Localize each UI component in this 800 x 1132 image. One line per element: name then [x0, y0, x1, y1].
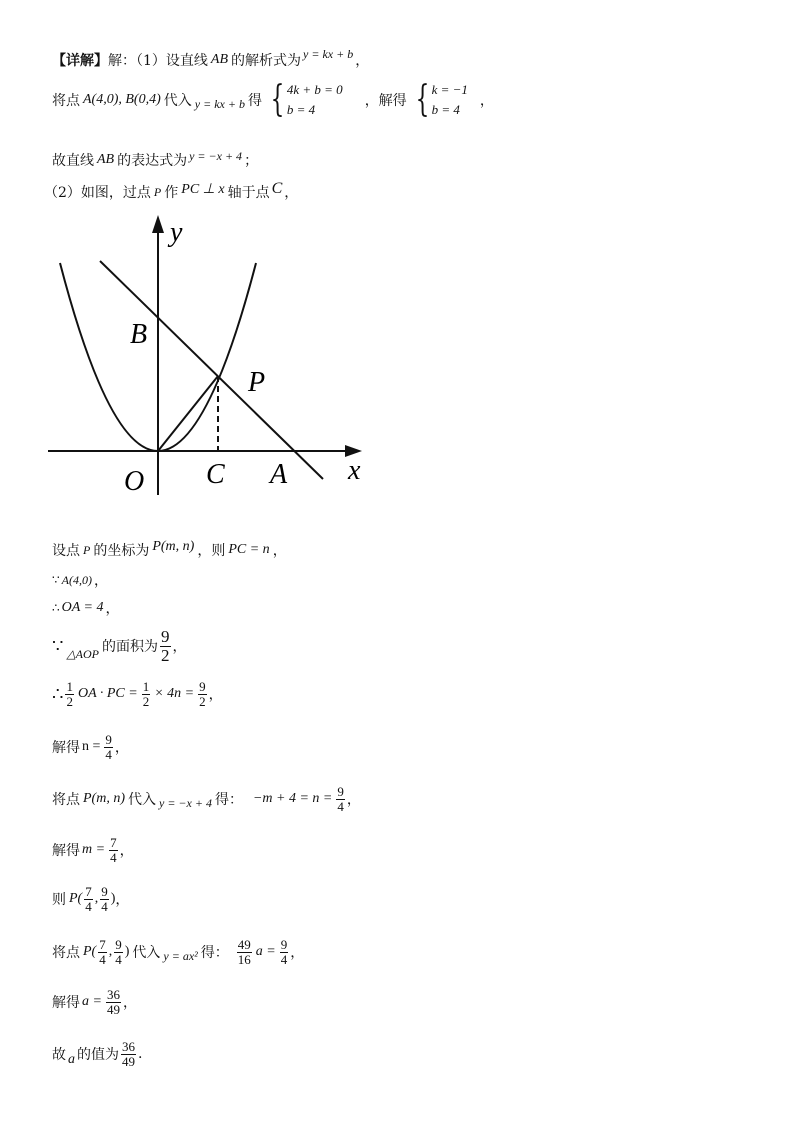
triangle-aop: △AOP [66, 646, 100, 661]
point-p: P [153, 184, 162, 199]
text: 解得 [52, 843, 80, 860]
numerator: 9 [101, 884, 108, 899]
fraction [104, 733, 113, 761]
text: 得： [214, 792, 243, 809]
denominator: 16 [237, 951, 251, 967]
text: 代入 [132, 945, 161, 962]
parabola-equation: y = ax² [163, 948, 198, 963]
denominator: 2 [161, 645, 170, 665]
text: ， [114, 740, 129, 757]
text: 将点 [52, 792, 80, 809]
text: 解得 [52, 740, 80, 757]
oa-length: OA = 4 [61, 600, 104, 615]
text: ， [93, 573, 108, 589]
label-b: B [130, 319, 148, 350]
fraction [121, 1040, 136, 1068]
label-p: P [248, 367, 266, 398]
point-p: P( [69, 891, 83, 907]
denominator: 4 [105, 746, 112, 762]
solution-intro-line [52, 46, 370, 70]
fraction [198, 680, 207, 708]
y-axis-arrow-icon [152, 215, 164, 233]
denominator: 2 [66, 693, 73, 709]
fraction [100, 885, 109, 913]
line-ab [100, 261, 323, 479]
denominator: 4 [337, 798, 344, 814]
denominator: 4 [101, 898, 108, 914]
point-c: C [271, 180, 283, 197]
comma: , [94, 891, 99, 907]
numerator: 9 [105, 732, 112, 747]
equation-part: OA · PC = [77, 686, 138, 702]
fraction [237, 938, 252, 966]
denominator: 4 [85, 898, 92, 914]
text: 得 [247, 93, 262, 110]
point-p-result-line [52, 885, 129, 913]
points-a-b: A(4,0), B(0,4) [83, 92, 161, 108]
detail-label: 【详解】 [52, 53, 108, 69]
text: ，解得 [364, 93, 407, 110]
text: 的坐标为 [93, 543, 150, 559]
x-axis-label: x [348, 455, 361, 486]
text: ， [115, 892, 130, 909]
text: 的值为 [77, 1047, 119, 1064]
numerator: 7 [85, 884, 92, 899]
text: ， [119, 843, 134, 860]
numerator: 9 [337, 784, 344, 799]
fraction [65, 680, 74, 708]
a-variable: a [68, 1052, 75, 1068]
fraction [84, 885, 93, 913]
text: ， [122, 995, 137, 1012]
therefore-symbol: ∴ [52, 601, 60, 615]
text: ， [208, 687, 223, 704]
label-o: O [124, 466, 145, 497]
text: ， [272, 543, 287, 559]
substitute-p-line [52, 785, 361, 813]
point-a: A(4,0) [61, 572, 92, 587]
text: 将点 [52, 945, 80, 962]
fraction [98, 938, 107, 966]
label-c: C [206, 459, 225, 490]
text: 得： [200, 945, 229, 962]
denominator: 49 [106, 1001, 120, 1017]
linear-equation: y = kx + b [194, 96, 245, 111]
point-p: P( [83, 944, 97, 960]
equation-part: × 4n = [154, 686, 195, 702]
text: （2）如图，过点 [44, 185, 151, 201]
text: ， [346, 792, 361, 809]
part-two-line [44, 182, 298, 202]
text: 则 [52, 892, 66, 909]
line-ab-expression [52, 150, 258, 170]
y-axis-label: y [170, 217, 183, 248]
therefore-symbol: ∴ [52, 683, 64, 705]
text: 设点 [52, 543, 80, 559]
because-symbol: ∵ [52, 635, 64, 657]
text: 解：（1）设直线 [108, 53, 208, 69]
equation-part: −m + 4 = n = [252, 791, 333, 807]
text: ， [284, 185, 299, 201]
text: ， [105, 601, 120, 617]
numerator: 9 [199, 679, 206, 694]
line-ab: AB [210, 52, 229, 67]
solve-m-line [52, 836, 134, 864]
a-value: a = [82, 994, 102, 1010]
text: 轴于点 [227, 185, 270, 201]
numerator: 9 [161, 627, 170, 646]
text: 的表达式为 [117, 153, 188, 169]
numerator: 36 [122, 1039, 135, 1054]
text: 作 [164, 185, 179, 201]
denominator: 4 [280, 951, 288, 967]
conclusion-line [52, 1040, 142, 1068]
numerator: 9 [280, 937, 288, 952]
numerator: 9 [115, 937, 122, 952]
numerator: 7 [99, 937, 106, 952]
fraction [142, 680, 151, 708]
text: ， [172, 639, 187, 656]
pc-length: PC = n [228, 542, 270, 557]
text: 故直线 [52, 153, 94, 169]
therefore-oa-line [52, 598, 120, 618]
fraction [160, 628, 171, 665]
system-row: b = 4 [431, 102, 460, 118]
coordinate-figure [40, 205, 380, 505]
system-row: k = −1 [431, 82, 468, 97]
point-p: P [83, 542, 91, 557]
denominator: 4 [99, 951, 106, 967]
text: 解得 [52, 995, 80, 1012]
numerator: 49 [237, 937, 251, 952]
text: ； [244, 153, 259, 169]
linear-equation: y = −x + 4 [159, 795, 212, 810]
paren: ) [124, 944, 130, 960]
fraction [114, 938, 123, 966]
numerator: 1 [142, 679, 150, 694]
perpendicular: PC ⊥ x [181, 181, 225, 197]
text: 将点 [52, 93, 80, 110]
text: 代入 [163, 93, 192, 110]
denominator: 4 [110, 849, 117, 865]
text: 的解析式为 [231, 53, 302, 69]
paren: ) [110, 891, 116, 907]
n-value: n = [82, 739, 101, 755]
fraction [280, 938, 289, 966]
because-a-line [52, 570, 108, 590]
substitute-points-line [52, 80, 494, 120]
system-row: 4k + b = 0 [286, 82, 343, 97]
comma: , [108, 944, 113, 960]
numerator: 36 [106, 987, 120, 1002]
numerator: 1 [66, 679, 73, 694]
system-row: b = 4 [286, 102, 316, 118]
equation-part: a = [255, 944, 276, 960]
fraction [106, 988, 121, 1016]
solve-n-line [52, 733, 129, 761]
point-coords: P(m, n) [152, 539, 195, 554]
numerator: 7 [110, 835, 117, 850]
equation-system [266, 80, 343, 120]
substitute-parabola-line [52, 938, 304, 966]
denominator: 49 [122, 1053, 135, 1069]
denominator: 2 [199, 693, 206, 709]
m-value: m = [82, 842, 106, 858]
area-equation-line [52, 680, 223, 708]
label-a: A [270, 459, 288, 490]
linear-equation: y = −x + 4 [189, 148, 243, 163]
text: 故 [52, 1047, 66, 1064]
text: ， [290, 945, 305, 962]
text: ，则 [197, 543, 226, 559]
text: ， [355, 53, 370, 69]
text: . [138, 1046, 143, 1063]
brace-icon: { [270, 79, 285, 121]
fraction [336, 785, 345, 813]
fraction [109, 836, 118, 864]
text: 的面积为 [102, 639, 159, 656]
line-ab: AB [97, 152, 115, 167]
area-line [52, 628, 187, 665]
segment-op [158, 376, 218, 451]
set-point-line [52, 540, 287, 560]
solution-system [411, 80, 468, 120]
solve-a-line [52, 988, 137, 1016]
text: ， [479, 93, 494, 110]
brace-icon: { [415, 79, 430, 121]
because-symbol: ∵ [52, 573, 60, 587]
denominator: 2 [142, 693, 150, 709]
text: 代入 [128, 792, 156, 809]
point-coords: P(m, n) [83, 791, 125, 807]
linear-equation: y = kx + b [303, 46, 354, 61]
denominator: 4 [115, 951, 122, 967]
